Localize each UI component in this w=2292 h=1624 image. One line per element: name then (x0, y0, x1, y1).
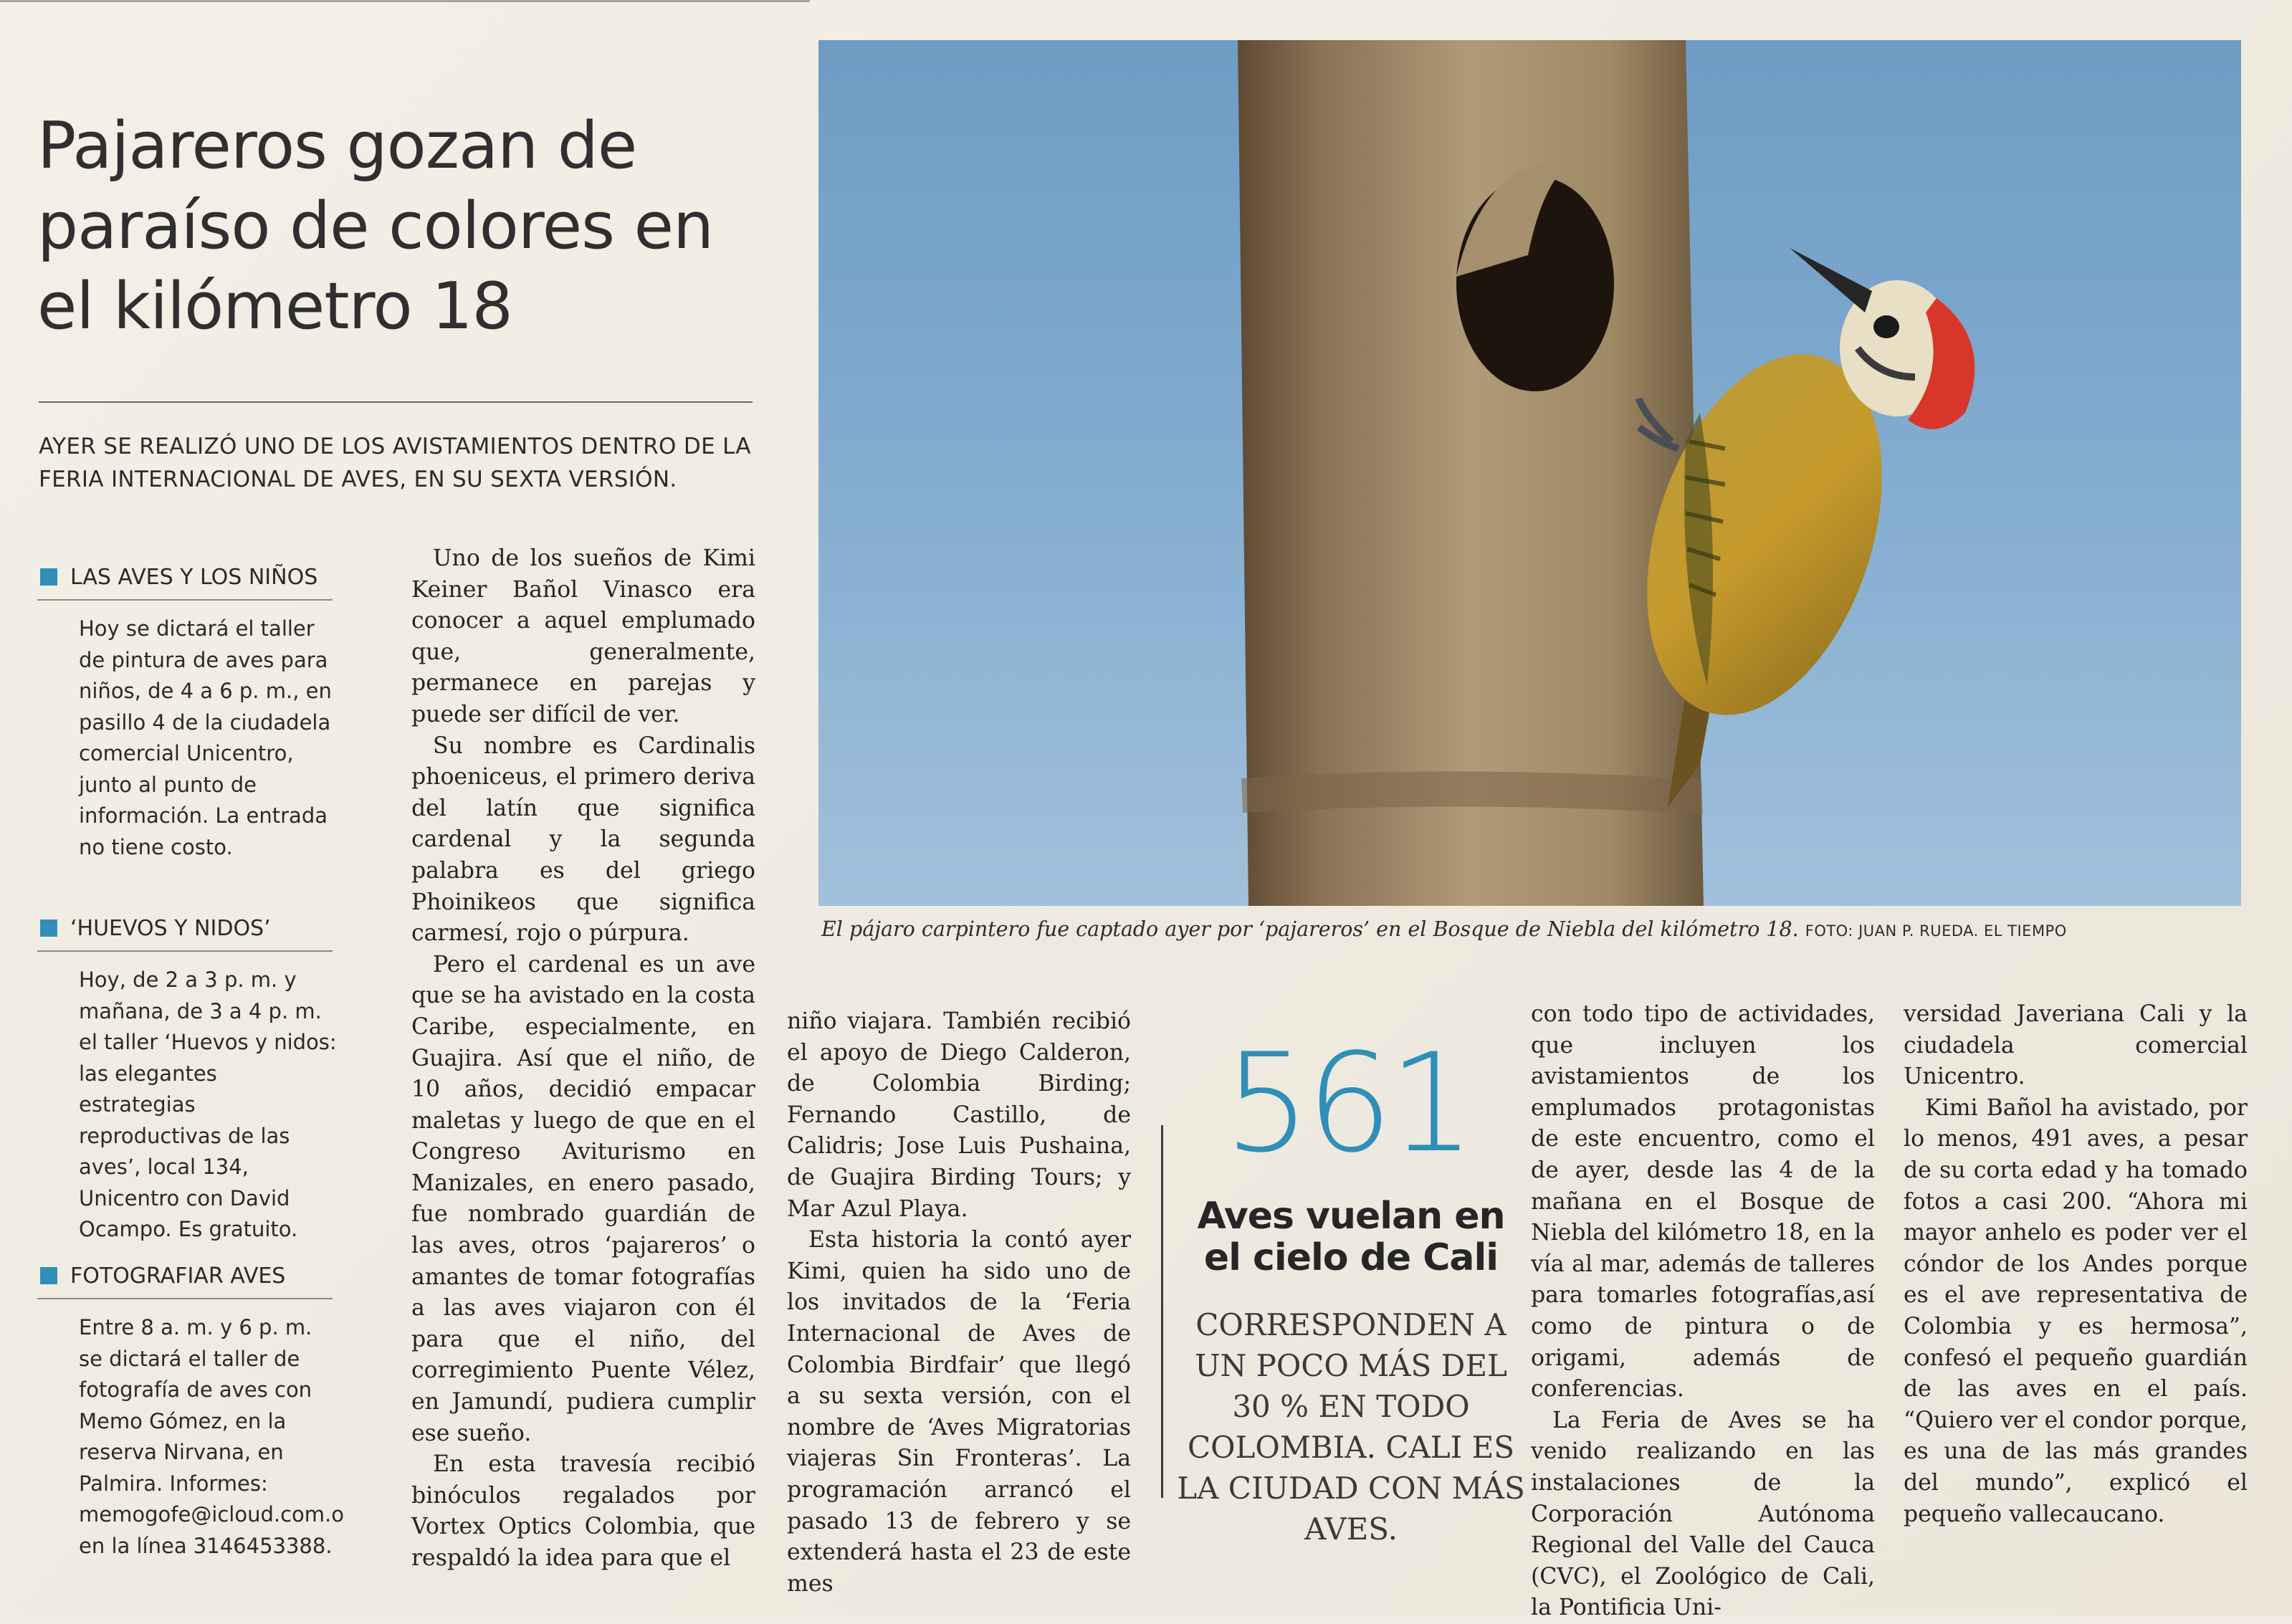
sidebar-text: Entre 8 a. m. y 6 p. m. se dictará el taller de fotografía de aves con Memo Gómez, en la reserva Nirvana, en Palmira. Informes: memogofe@icloud.com.o en la línea 3146453388. (79, 1315, 344, 1558)
sidebar-section-eggs (37, 910, 337, 1246)
sidebar-heading-text: LAS AVES Y LOS NIÑOS (70, 564, 318, 590)
factbox-text: CORRESPONDEN A UN POCO MÁS DEL 30 % EN TODO COLOMBIA. CALI ES LA CIUDAD CON MÁS AVES. (1177, 1307, 1525, 1547)
factbox-rule (1161, 1125, 1163, 1498)
article-column-1 (411, 543, 755, 1575)
top-rule (0, 0, 810, 2)
paragraph: En esta travesía recibió binóculos regalados por Vortex Optics Colombia, que respaldó la idea para que el (411, 1451, 755, 1571)
factbox-number: 561 (1223, 1024, 1471, 1183)
headline: Pajareros gozan de paraíso de colores en el kilómetro 18 (37, 108, 714, 344)
paragraph: Kimi Bañol ha avistado, por lo menos, 491 aves, a pesar de su corta edad y ha tomado fotos a casi 200. “Ahora mi mayor anhelo es poder ver el cóndor de los Andes porque es el ave representativa de Colombia y es hermosa”, confesó el pequeño guardián de las aves en el país. “Quiero ver el condor porque, es una de las más grandes del mundo”, explicó el pequeño vallecaucano. (1904, 1094, 2248, 1527)
photo-caption (821, 917, 2244, 941)
lead-paragraph: AYER SE REALIZÓ UNO DE LOS AVISTAMIENTOS DENTRO DE LA FERIA INTERNACIONAL DE AVES, EN SU SEXTA VERSIÓN. (39, 434, 751, 492)
article-column-4 (1904, 999, 2248, 1530)
sidebar-section-photography (37, 1258, 344, 1562)
factbox-title: Aves vuelan en el cielo de Cali (1197, 1195, 1505, 1279)
woodpecker-photo (818, 40, 2241, 906)
square-bullet-icon (40, 1267, 57, 1284)
paragraph: niño viajara. También recibió el apoyo de Diego Calderon, de Colombia Birding; Fernando Castillo, de Calidris; Jose Luis Pushaina, de Guajira Birding Tours; y Mar Azul Playa. (787, 1008, 1131, 1222)
photo-credit: FOTO: JUAN P. RUEDA. EL TIEMPO (1805, 922, 2067, 940)
paragraph: Su nombre es Cardinalis phoeniceus, el primero deriva del latín que significa cardenal y la segunda palabra es del griego Phoinikeos que significa carmesí, rojo o púrpura. (411, 732, 755, 947)
sidebar-heading (37, 559, 333, 601)
caption-text: El pájaro carpintero fue captado ayer por ‘pajareros’ en el Bosque de Niebla del kilómetro 18. (821, 917, 1799, 941)
paragraph: con todo tipo de actividades, que incluyen los avistamientos de los emplumados protagonistas de este encuentro, como el de ayer, desde las 4 de la mañana en el Bosque de Niebla del kilómetro 18, en la vía al mar, además de talleres para tomarles fotografías,así como de pintura o de origami, además de conferencias. (1531, 1001, 1875, 1403)
sidebar-heading-text: FOTOGRAFIAR AVES (70, 1263, 286, 1289)
paragraph: Uno de los sueños de Kimi Keiner Bañol Vinasco era conocer a aquel emplumado que, generalmente, permanece en parejas y puede ser difícil de ver. (411, 545, 755, 727)
square-bullet-icon (40, 920, 57, 937)
sidebar-text: Hoy, de 2 a 3 p. m. y mañana, de 3 a 4 p. m. el taller ‘Huevos y nidos: las elegantes estrategias reproductivas de las aves’, local 134, Unicentro con David Ocampo. Es gratuito. (79, 968, 337, 1241)
headline-divider (39, 401, 753, 403)
square-bullet-icon (40, 568, 57, 586)
woodpecker-illustration (818, 40, 2241, 906)
article-column-2 (787, 1006, 1131, 1600)
article-column-3 (1531, 999, 1875, 1624)
sidebar-text: Hoy se dictará el taller de pintura de aves para niños, de 4 a 6 p. m., en pasillo 4 de la ciudadela comercial Unicentro, junto al punto de información. La entrada no tiene costo. (79, 616, 332, 859)
paragraph: La Feria de Aves se ha venido realizando en las instalaciones de la Corporación Autónoma Regional del Valle del Cauca (CVC), el Zoológico de Cali, la Pontificia Uni- (1531, 1407, 1875, 1621)
sidebar-section-children (37, 559, 333, 863)
paragraph: Pero el cardenal es un ave que se ha avistado en la costa Caribe, especialmente, en Guajira. Así que el niño, de 10 años, decidió empacar maletas y luego de que en el Congreso Aviturismo en Manizales, en enero pasado, fue nombrado guardián de las aves, otros ‘pajareros’ o amantes de tomar fotografías a las aves viajaron con él para que el niño, del corregimiento Puente Vélez, en Jamundí, pudiera cumplir ese sueño. (411, 951, 755, 1446)
paragraph: versidad Javeriana Cali y la ciudadela comercial Unicentro. (1904, 1001, 2248, 1090)
sidebar-heading (37, 1258, 333, 1299)
sidebar-heading-text: ‘HUEVOS Y NIDOS’ (70, 915, 271, 941)
sidebar-heading (37, 910, 333, 952)
paragraph: Esta historia la contó ayer Kimi, quien ha sido uno de los invitados de la ‘Feria Internacional de Aves de Colombia Birdfair’ que llegó a su sexta versión, con el nombre de ‘Aves Migratorias viajeras Sin Fronteras’. La programación arrancó el pasado 13 de febrero y se extenderá hasta el 23 de este mes (787, 1227, 1131, 1597)
